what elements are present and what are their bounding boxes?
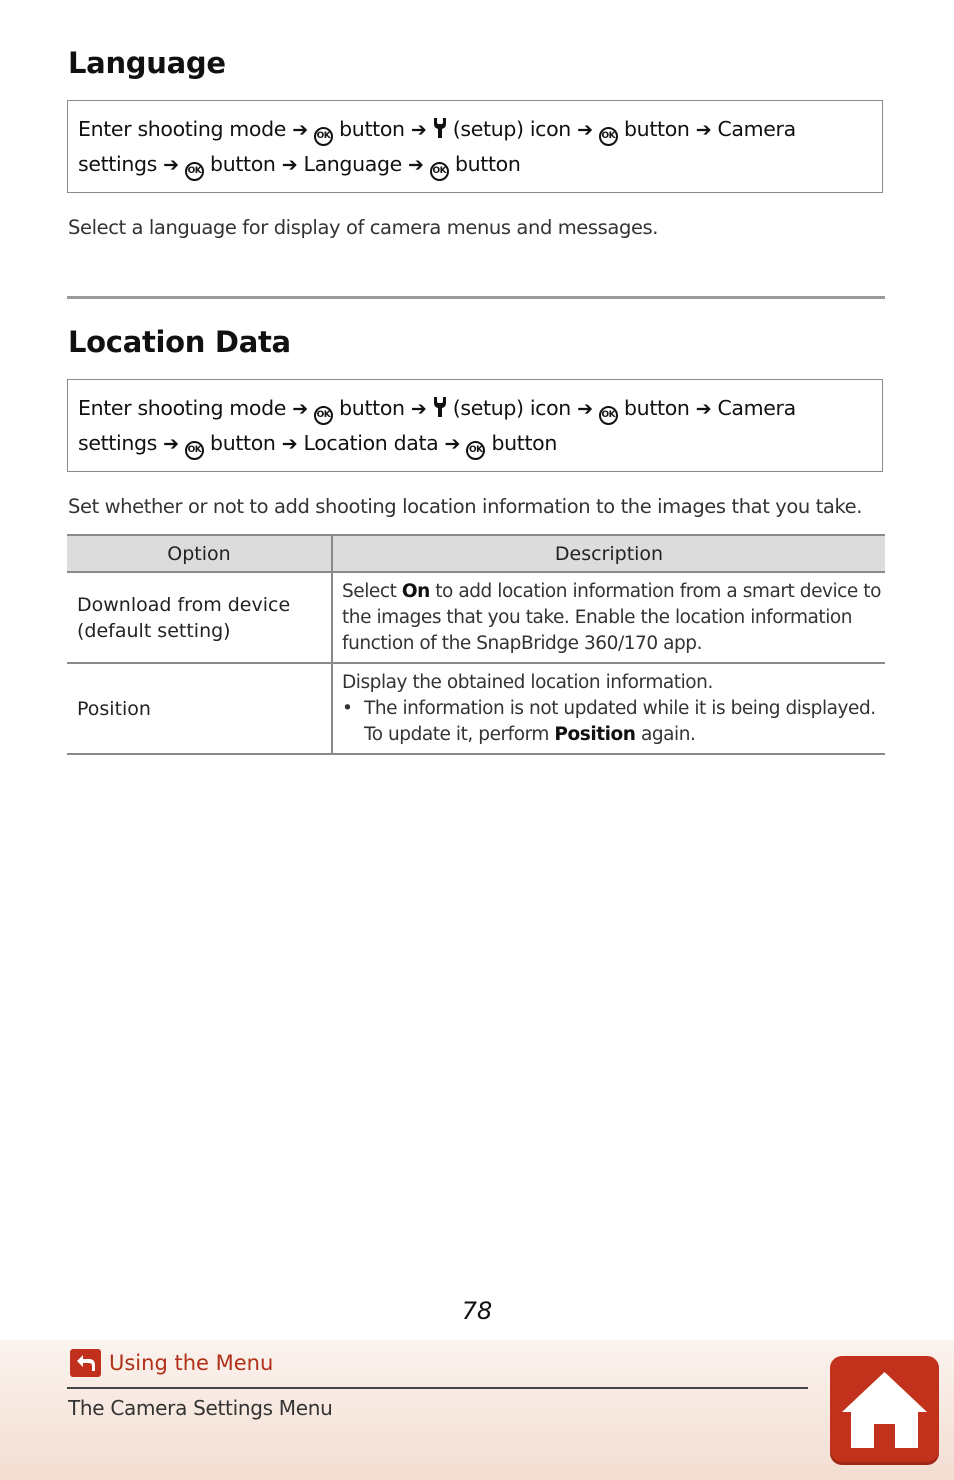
menu-path-box-language bbox=[67, 100, 883, 193]
arrow-icon: ➔ bbox=[577, 119, 593, 141]
menu-path-line bbox=[78, 392, 872, 427]
wrench-icon bbox=[433, 116, 447, 148]
description-text: To update it, perform bbox=[364, 723, 555, 745]
table-row bbox=[67, 572, 885, 663]
menu-path-step: button bbox=[454, 152, 521, 176]
section-title-location-data: Location Data bbox=[68, 325, 291, 359]
menu-path-step: settings bbox=[78, 431, 157, 455]
option-note: (default setting) bbox=[77, 619, 231, 642]
section-divider bbox=[67, 296, 885, 299]
menu-path-step: button bbox=[339, 117, 405, 141]
menu-path-step: settings bbox=[78, 152, 157, 176]
arrow-icon: ➔ bbox=[695, 119, 712, 141]
wrench-icon bbox=[433, 395, 447, 427]
breadcrumb: The Camera Settings Menu bbox=[68, 1396, 333, 1420]
home-button[interactable] bbox=[830, 1356, 939, 1465]
arrow-icon: ➔ bbox=[281, 154, 298, 176]
description-bold-term: On bbox=[401, 580, 430, 602]
arrow-icon: ➔ bbox=[163, 154, 179, 176]
page-number: 78 bbox=[461, 1297, 493, 1325]
menu-path-line bbox=[78, 113, 872, 148]
menu-path-step: Language bbox=[303, 152, 402, 176]
ok-button-icon: OK bbox=[599, 127, 618, 146]
back-arrow-icon bbox=[70, 1349, 101, 1377]
arrow-icon: ➔ bbox=[410, 119, 427, 141]
description-line bbox=[342, 579, 884, 605]
description-cell bbox=[332, 572, 885, 663]
description-line bbox=[364, 722, 876, 748]
description-line: The information is not updated while it is being displayed. bbox=[364, 697, 876, 719]
menu-path-step: button bbox=[491, 431, 557, 455]
menu-path-step: Camera bbox=[717, 117, 796, 141]
ok-button-icon: OK bbox=[466, 441, 485, 460]
options-table bbox=[67, 534, 885, 755]
description-line: the images that you take. Enable the location information bbox=[342, 606, 853, 628]
arrow-icon: ➔ bbox=[410, 398, 427, 420]
section-description-language: Select a language for display of camera menus and messages. bbox=[68, 216, 659, 239]
table-row bbox=[67, 663, 885, 754]
menu-path-step: Enter shooting mode bbox=[78, 117, 287, 141]
menu-path-step: button bbox=[210, 431, 276, 455]
menu-path-step: button bbox=[624, 117, 690, 141]
description-bold-term: Position bbox=[554, 723, 636, 745]
description-text: Select bbox=[342, 580, 402, 602]
back-link-using-the-menu[interactable] bbox=[70, 1349, 273, 1377]
ok-button-icon: OK bbox=[314, 127, 333, 146]
option-name: Download from device bbox=[77, 593, 291, 616]
option-cell bbox=[67, 572, 332, 663]
ok-button-icon: OK bbox=[185, 441, 204, 460]
ok-button-icon: OK bbox=[599, 406, 618, 425]
ok-button-icon: OK bbox=[430, 162, 449, 181]
menu-path-step: (setup) icon bbox=[452, 396, 571, 420]
bullet-item bbox=[342, 696, 884, 748]
menu-path-step: Location data bbox=[303, 431, 439, 455]
footer-divider bbox=[67, 1387, 808, 1389]
menu-path-step: button bbox=[339, 396, 405, 420]
menu-path-line bbox=[78, 427, 872, 460]
menu-path-step: button bbox=[210, 152, 276, 176]
arrow-icon: ➔ bbox=[577, 398, 593, 420]
arrow-icon: ➔ bbox=[695, 398, 712, 420]
description-text: again. bbox=[635, 723, 696, 745]
arrow-icon: ➔ bbox=[163, 433, 179, 455]
description-text: to add location information from a smart device to bbox=[429, 580, 881, 602]
arrow-icon: ➔ bbox=[292, 119, 308, 141]
arrow-icon: ➔ bbox=[281, 433, 298, 455]
option-name: Position bbox=[77, 697, 151, 720]
menu-path-step: Enter shooting mode bbox=[78, 396, 287, 420]
column-header-option: Option bbox=[67, 535, 332, 572]
menu-path-step: button bbox=[624, 396, 690, 420]
menu-path-step: Camera bbox=[717, 396, 796, 420]
ok-button-icon: OK bbox=[314, 406, 333, 425]
description-line: Display the obtained location information. bbox=[342, 671, 713, 693]
menu-path-step: (setup) icon bbox=[452, 117, 571, 141]
option-cell bbox=[67, 663, 332, 754]
ok-button-icon: OK bbox=[185, 162, 204, 181]
section-description-location-data: Set whether or not to add shooting location information to the images that you take. bbox=[68, 495, 863, 518]
menu-path-line bbox=[78, 148, 872, 181]
arrow-icon: ➔ bbox=[292, 398, 308, 420]
column-header-description: Description bbox=[332, 535, 885, 572]
section-title-language: Language bbox=[68, 46, 226, 80]
arrow-icon: ➔ bbox=[444, 433, 461, 455]
home-icon bbox=[830, 1356, 939, 1465]
description-cell bbox=[332, 663, 885, 754]
bullet-icon: • bbox=[342, 697, 353, 719]
table-header-row bbox=[67, 535, 885, 572]
menu-path-box-location-data bbox=[67, 379, 883, 472]
arrow-icon: ➔ bbox=[408, 154, 424, 176]
description-line: function of the SnapBridge 360/170 app. bbox=[342, 632, 703, 654]
back-link-label: Using the Menu bbox=[109, 1351, 274, 1375]
